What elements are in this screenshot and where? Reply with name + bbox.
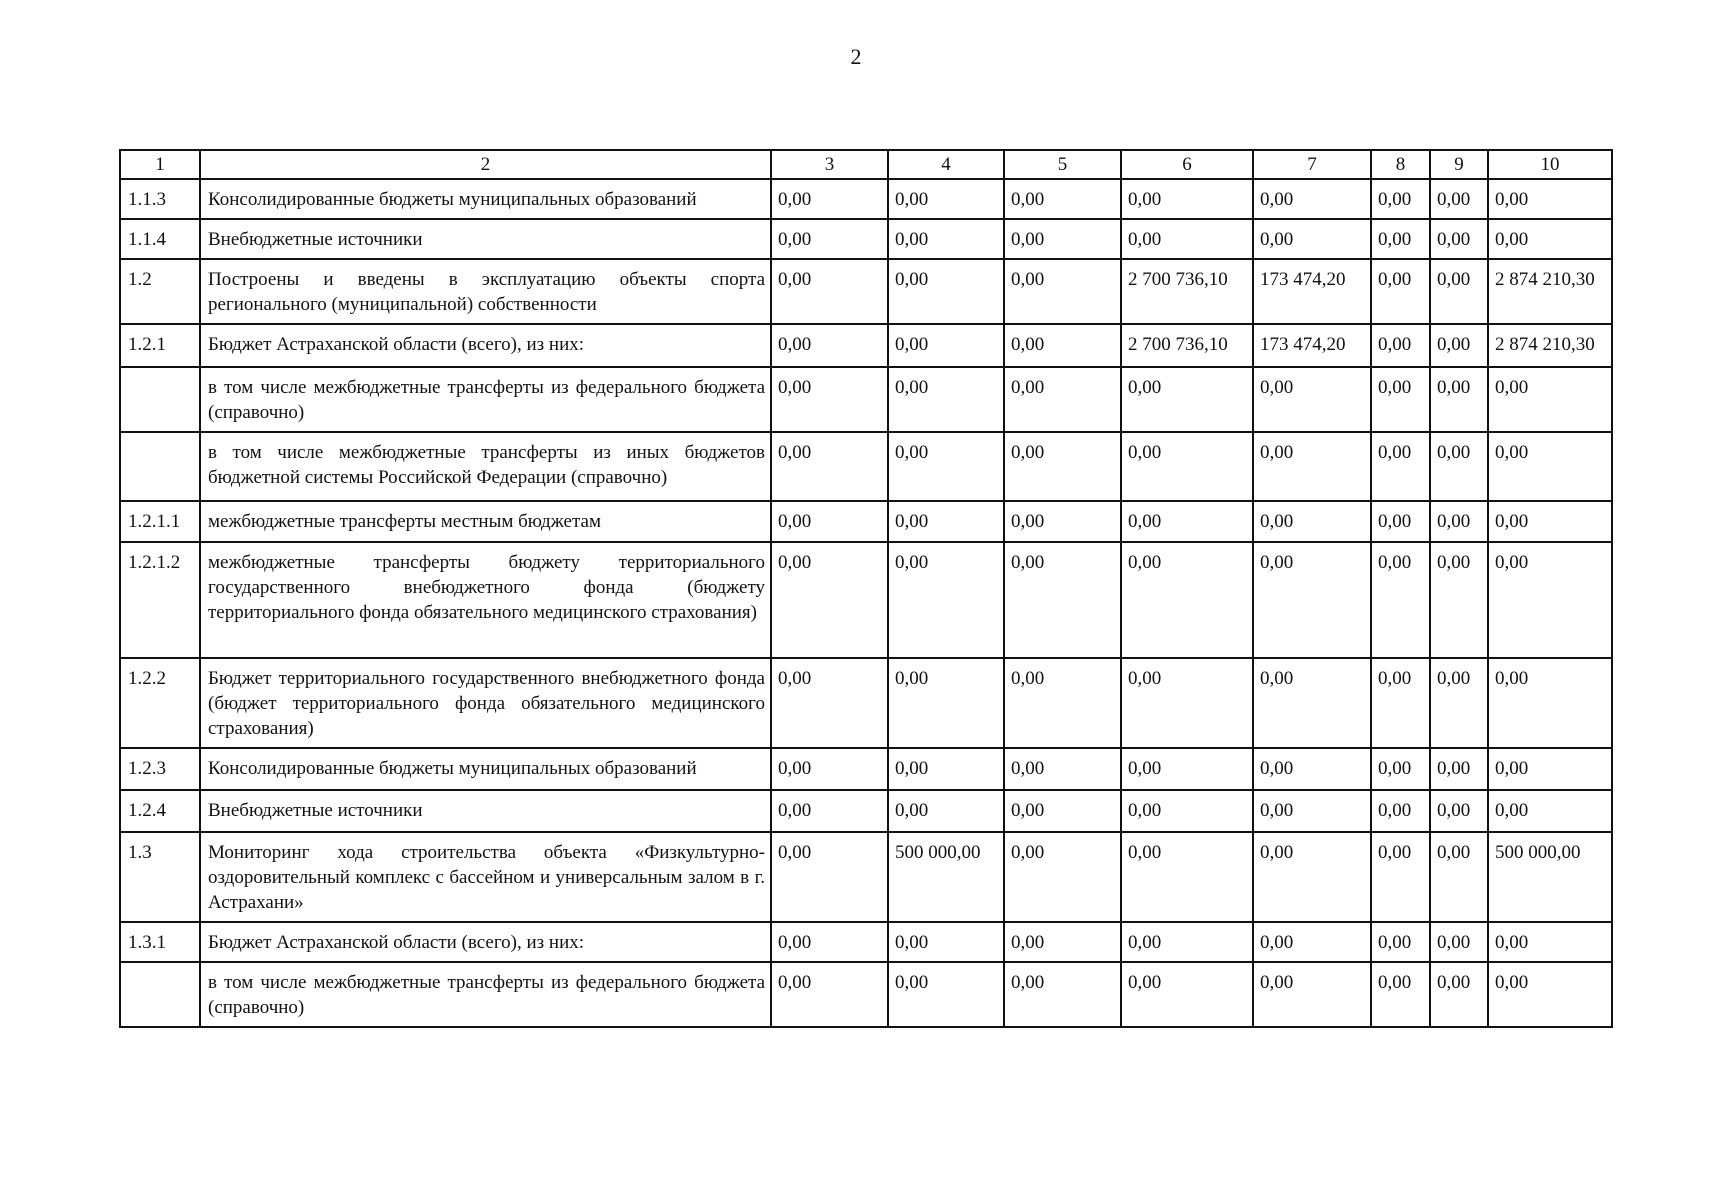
value-cell: 2 700 736,10	[1121, 259, 1253, 324]
value-cell: 0,00	[771, 367, 888, 432]
value-cell: 0,00	[1430, 501, 1488, 542]
table-row	[120, 922, 1612, 962]
value-cell: 2 700 736,10	[1121, 324, 1253, 367]
value-cell: 0,00	[771, 324, 888, 367]
row-description: Внебюджетные источники	[200, 790, 771, 832]
value-cell: 0,00	[1004, 179, 1121, 219]
table-row	[120, 432, 1612, 501]
value-cell: 0,00	[1371, 658, 1430, 748]
column-number-header: 6	[1121, 150, 1253, 179]
value-cell: 0,00	[1004, 219, 1121, 259]
value-cell: 0,00	[1371, 432, 1430, 501]
value-cell: 0,00	[771, 658, 888, 748]
column-number-header: 5	[1004, 150, 1121, 179]
value-cell: 0,00	[1253, 922, 1371, 962]
value-cell: 0,00	[1488, 367, 1612, 432]
row-description: Построены и введены в эксплуатацию объекты спорта регионального (муниципальной) собственности	[200, 259, 771, 324]
value-cell: 0,00	[1430, 219, 1488, 259]
value-cell: 0,00	[1430, 432, 1488, 501]
table-row	[120, 259, 1612, 324]
table-row	[120, 962, 1612, 1027]
row-description: Бюджет территориального государственного внебюджетного фонда (бюджет территориального фонда обязательного медицинского страхования)	[200, 658, 771, 748]
value-cell: 0,00	[1430, 790, 1488, 832]
row-code: 1.2.2	[120, 658, 200, 748]
value-cell: 0,00	[1430, 179, 1488, 219]
row-description: межбюджетные трансферты местным бюджетам	[200, 501, 771, 542]
row-description: в том числе межбюджетные трансферты из федерального бюджета (справочно)	[200, 962, 771, 1027]
value-cell: 0,00	[1488, 658, 1612, 748]
value-cell: 0,00	[771, 922, 888, 962]
row-code: 1.2.1.1	[120, 501, 200, 542]
row-code: 1.2.1.2	[120, 542, 200, 658]
value-cell: 0,00	[1121, 367, 1253, 432]
value-cell: 0,00	[1371, 542, 1430, 658]
value-cell: 0,00	[1430, 259, 1488, 324]
value-cell: 0,00	[1488, 748, 1612, 790]
row-description: Консолидированные бюджеты муниципальных образований	[200, 748, 771, 790]
value-cell: 0,00	[1121, 219, 1253, 259]
value-cell: 2 874 210,30	[1488, 259, 1612, 324]
value-cell: 0,00	[1488, 432, 1612, 501]
row-description: в том числе межбюджетные трансферты из федерального бюджета (справочно)	[200, 367, 771, 432]
value-cell: 0,00	[1121, 658, 1253, 748]
value-cell: 0,00	[888, 432, 1004, 501]
value-cell: 0,00	[1121, 922, 1253, 962]
value-cell: 0,00	[1430, 658, 1488, 748]
value-cell: 0,00	[1253, 832, 1371, 922]
budget-table	[119, 149, 1613, 1028]
value-cell: 0,00	[1121, 832, 1253, 922]
value-cell: 0,00	[1371, 259, 1430, 324]
value-cell: 0,00	[771, 259, 888, 324]
value-cell: 0,00	[771, 501, 888, 542]
column-number-header: 8	[1371, 150, 1430, 179]
value-cell: 0,00	[1121, 501, 1253, 542]
column-number-header: 2	[200, 150, 771, 179]
value-cell: 0,00	[888, 367, 1004, 432]
page-number: 2	[850, 44, 862, 69]
value-cell: 0,00	[888, 501, 1004, 542]
row-code: 1.2.1	[120, 324, 200, 367]
value-cell: 0,00	[1121, 748, 1253, 790]
value-cell: 0,00	[1121, 790, 1253, 832]
value-cell: 0,00	[1371, 790, 1430, 832]
value-cell: 173 474,20	[1253, 259, 1371, 324]
value-cell: 0,00	[1371, 748, 1430, 790]
value-cell: 0,00	[1253, 367, 1371, 432]
value-cell: 0,00	[1004, 324, 1121, 367]
column-number-header: 4	[888, 150, 1004, 179]
value-cell: 0,00	[1371, 367, 1430, 432]
value-cell: 0,00	[771, 219, 888, 259]
value-cell: 0,00	[1253, 501, 1371, 542]
value-cell: 0,00	[1004, 658, 1121, 748]
value-cell: 0,00	[1004, 367, 1121, 432]
row-code	[120, 432, 200, 501]
value-cell: 0,00	[1004, 501, 1121, 542]
value-cell: 0,00	[1488, 542, 1612, 658]
value-cell: 0,00	[771, 179, 888, 219]
value-cell: 0,00	[1430, 367, 1488, 432]
value-cell: 0,00	[1253, 219, 1371, 259]
table-row	[120, 324, 1612, 367]
value-cell: 0,00	[771, 832, 888, 922]
value-cell: 0,00	[1371, 832, 1430, 922]
row-description: Внебюджетные источники	[200, 219, 771, 259]
value-cell: 0,00	[888, 324, 1004, 367]
value-cell: 0,00	[888, 790, 1004, 832]
value-cell: 500 000,00	[1488, 832, 1612, 922]
value-cell: 0,00	[1004, 432, 1121, 501]
row-description: Бюджет Астраханской области (всего), из них:	[200, 324, 771, 367]
value-cell: 0,00	[1488, 501, 1612, 542]
value-cell: 0,00	[1371, 501, 1430, 542]
row-code: 1.2	[120, 259, 200, 324]
value-cell: 0,00	[1121, 542, 1253, 658]
value-cell: 0,00	[1371, 962, 1430, 1027]
row-code: 1.3	[120, 832, 200, 922]
value-cell: 500 000,00	[888, 832, 1004, 922]
column-number-header: 7	[1253, 150, 1371, 179]
value-cell: 0,00	[1004, 962, 1121, 1027]
value-cell: 0,00	[1253, 790, 1371, 832]
column-number-header: 1	[120, 150, 200, 179]
value-cell: 0,00	[1004, 542, 1121, 658]
value-cell: 0,00	[888, 219, 1004, 259]
value-cell: 0,00	[771, 542, 888, 658]
value-cell: 0,00	[888, 542, 1004, 658]
row-description: Бюджет Астраханской области (всего), из них:	[200, 922, 771, 962]
column-number-header: 3	[771, 150, 888, 179]
table-row	[120, 542, 1612, 658]
value-cell: 0,00	[1253, 432, 1371, 501]
row-code: 1.3.1	[120, 922, 200, 962]
value-cell: 0,00	[1371, 179, 1430, 219]
value-cell: 0,00	[1004, 259, 1121, 324]
table-row	[120, 790, 1612, 832]
value-cell: 0,00	[1430, 962, 1488, 1027]
row-code: 1.2.4	[120, 790, 200, 832]
value-cell: 0,00	[1121, 179, 1253, 219]
value-cell: 0,00	[1253, 179, 1371, 219]
row-code: 1.1.3	[120, 179, 200, 219]
value-cell: 0,00	[1253, 658, 1371, 748]
table-header-row	[120, 150, 1612, 179]
column-number-header: 9	[1430, 150, 1488, 179]
value-cell: 0,00	[1253, 542, 1371, 658]
value-cell: 0,00	[1430, 542, 1488, 658]
value-cell: 0,00	[1121, 432, 1253, 501]
value-cell: 0,00	[1488, 790, 1612, 832]
value-cell: 0,00	[1430, 748, 1488, 790]
row-description: межбюджетные трансферты бюджету территориального государственного внебюджетного фонда (бюджету территориального фонда обязательного медицинского страхования)	[200, 542, 771, 658]
row-description: Мониторинг хода строительства объекта «Физкультурно-оздоровительный комплекс с бассейном и универсальным залом в г. Астрахани»	[200, 832, 771, 922]
table-row	[120, 832, 1612, 922]
value-cell: 0,00	[888, 179, 1004, 219]
value-cell: 0,00	[1371, 324, 1430, 367]
value-cell: 0,00	[1430, 832, 1488, 922]
table-row	[120, 748, 1612, 790]
value-cell: 0,00	[888, 962, 1004, 1027]
value-cell: 0,00	[888, 259, 1004, 324]
row-code: 1.2.3	[120, 748, 200, 790]
value-cell: 0,00	[771, 790, 888, 832]
value-cell: 0,00	[1488, 219, 1612, 259]
value-cell: 0,00	[1488, 179, 1612, 219]
value-cell: 0,00	[1371, 219, 1430, 259]
table-row	[120, 658, 1612, 748]
value-cell: 0,00	[1121, 962, 1253, 1027]
value-cell: 0,00	[888, 748, 1004, 790]
row-description: в том числе межбюджетные трансферты из иных бюджетов бюджетной системы Российской Федерации (справочно)	[200, 432, 771, 501]
table-row	[120, 219, 1612, 259]
value-cell: 0,00	[1004, 790, 1121, 832]
value-cell: 0,00	[1371, 922, 1430, 962]
table-row	[120, 367, 1612, 432]
value-cell: 0,00	[1488, 922, 1612, 962]
row-code: 1.1.4	[120, 219, 200, 259]
value-cell: 0,00	[888, 922, 1004, 962]
value-cell: 0,00	[1430, 324, 1488, 367]
row-description: Консолидированные бюджеты муниципальных образований	[200, 179, 771, 219]
value-cell: 0,00	[771, 962, 888, 1027]
value-cell: 0,00	[1253, 962, 1371, 1027]
value-cell: 0,00	[1004, 832, 1121, 922]
value-cell: 0,00	[1253, 748, 1371, 790]
column-number-header: 10	[1488, 150, 1612, 179]
row-code	[120, 962, 200, 1027]
value-cell: 0,00	[771, 748, 888, 790]
value-cell: 0,00	[771, 432, 888, 501]
value-cell: 2 874 210,30	[1488, 324, 1612, 367]
table-row	[120, 179, 1612, 219]
value-cell: 0,00	[1004, 922, 1121, 962]
row-code	[120, 367, 200, 432]
value-cell: 173 474,20	[1253, 324, 1371, 367]
table-row	[120, 501, 1612, 542]
value-cell: 0,00	[1430, 922, 1488, 962]
value-cell: 0,00	[1004, 748, 1121, 790]
value-cell: 0,00	[888, 658, 1004, 748]
value-cell: 0,00	[1488, 962, 1612, 1027]
